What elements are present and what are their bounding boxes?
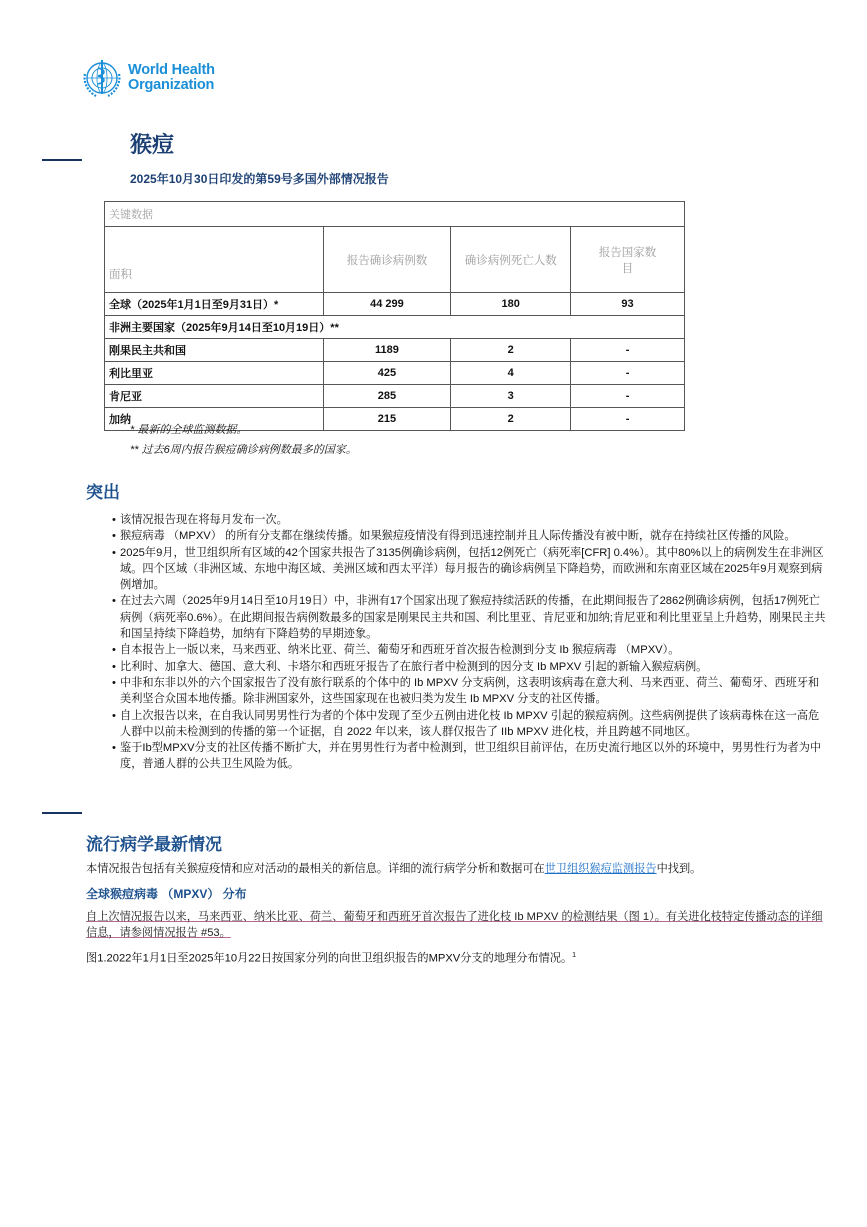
epi-intro: [86, 861, 831, 877]
list-item: [112, 545, 830, 594]
cell-cases: 44 299: [323, 293, 451, 316]
highlights-heading: 突出: [86, 483, 120, 502]
table-section-row: [105, 316, 685, 339]
section-label: 非洲主要国家（2025年9月14日至10月19日）**: [105, 316, 685, 339]
who-emblem-icon: [80, 56, 124, 100]
list-item: [112, 528, 830, 544]
footnote-marker[interactable]: 1: [572, 952, 577, 959]
table-row: [105, 362, 685, 385]
cell-deaths: 180: [451, 293, 571, 316]
list-item-text: 自本报告上一版以来，马来西亚、纳米比亚、荷兰、葡萄牙和西班牙首次报告检测到分支 Ib 猴痘病毒 （MPXV）。: [120, 644, 680, 657]
figure-caption-text: 图1.2022年1月1日至2025年10月22日按国家分列的向世卫组织报告的MPXV分支的地理分布情况。: [86, 952, 573, 965]
cell-deaths: 2: [451, 339, 571, 362]
cell-countries: 93: [571, 293, 685, 316]
list-item: [112, 675, 830, 708]
bullet-icon: •: [112, 676, 116, 689]
bullet-icon: •: [112, 709, 116, 722]
epi-heading: 流行病学最新情况: [86, 835, 222, 854]
report-subtitle: 2025年10月30日印发的第59号多国外部情况报告: [130, 172, 389, 186]
distribution-text: 自上次情况报告以来，马来西亚、纳米比亚、荷兰、葡萄牙和西班牙首次报告了进化枝 Ib MPXV 的检测结果（图 1）。有关进化枝特定传播动态的详细信息，请参阅情况报告 #53。: [86, 911, 823, 939]
bullet-icon: •: [112, 514, 116, 526]
table-footnote-2: ** 过去6周内报告猴痘确诊病例数最多的国家。: [130, 444, 357, 456]
cell-countries: -: [571, 339, 685, 362]
bullet-icon: •: [112, 644, 116, 657]
column-header-area: 面积: [105, 227, 324, 293]
column-header-deaths: 确诊病例死亡人数: [451, 227, 571, 293]
who-logo: [80, 56, 215, 100]
column-header-cases: 报告确诊病例数: [323, 227, 451, 293]
page-title: 猴痘: [130, 132, 175, 157]
cell-countries: -: [571, 362, 685, 385]
cell-deaths: 4: [451, 362, 571, 385]
intro-text: 本情况报告包括有关猴痘疫情和应对活动的最相关的新信息。详细的流行病学分析和数据可在: [86, 863, 545, 875]
list-item: [112, 642, 830, 658]
cell-cases: 285: [323, 385, 451, 408]
table-row: [105, 385, 685, 408]
list-item-text: 该情况报告现在将每月发布一次。: [120, 514, 288, 526]
cell-area: 肯尼亚: [105, 385, 324, 408]
figure-caption: [86, 948, 831, 967]
bullet-icon: •: [112, 742, 116, 755]
list-item: [112, 593, 830, 642]
list-item-text: 自上次报告以来，在自我认同男男性行为者的个体中发现了至少五例由进化枝 Ib MPXV 引起的猴痘病例。这些病例提供了该病毒株在这一高危人群中以前未检测到的传播的第一个证据，自 2022 年以来，该人群仅报告了 IIb MPXV 进化枝，并且跨越不同地区。: [120, 709, 820, 738]
column-header-countries: 报告国家数目: [571, 227, 685, 293]
org-name-line2: Organization: [128, 77, 215, 93]
bullet-icon: •: [112, 530, 116, 543]
section-rule: [42, 812, 82, 814]
cell-area: 全球（2025年1月1日至9月31日）*: [105, 293, 324, 316]
bullet-icon: •: [112, 595, 116, 608]
table-footnote-1: * 最新的全球监测数据。: [130, 424, 248, 436]
list-item-text: 比利时、加拿大、德国、意大利、卡塔尔和西班牙报告了在旅行者中检测到的因分支 Ib MPXV 引起的新输入猴痘病例。: [120, 660, 708, 673]
cell-deaths: 3: [451, 385, 571, 408]
org-name-line1: World Health: [128, 62, 215, 78]
table-row-global: [105, 293, 685, 316]
section-rule: [42, 159, 82, 161]
list-item: [112, 740, 830, 773]
surveillance-report-link[interactable]: 世卫组织猴痘监测报告: [544, 863, 657, 875]
cell-deaths: 2: [451, 408, 571, 431]
cell-cases: 425: [323, 362, 451, 385]
cell-area: 加纳: [105, 408, 324, 431]
list-item-text: 2025年9月，世卫组织所有区域的42个国家共报告了3135例确诊病例，包括12例死亡（病死率[CFR] 0.4%）。其中80%以上的病例发生在非洲区域。四个区域（非洲区域、东地中海区域、美洲区域和西太平洋）每月报告的确诊病例呈下降趋势，而欧洲和东南亚区域在2025年9月观察到病例增加。: [120, 546, 824, 592]
table-caption-row: [105, 202, 685, 227]
cell-area: 刚果民主共和国: [105, 339, 324, 362]
cell-countries: -: [571, 408, 685, 431]
cell-area: 利比里亚: [105, 362, 324, 385]
list-item: [112, 512, 830, 528]
cell-countries: -: [571, 385, 685, 408]
list-item-text: 猴痘病毒 （MPXV） 的所有分支都在继续传播。如果猴痘疫情没有得到迅速控制并且人际传播没有被中断，就存在持续社区传播的风险。: [120, 530, 796, 543]
list-item: [112, 708, 830, 741]
table-row: [105, 339, 685, 362]
bullet-icon: •: [112, 546, 116, 559]
list-item: [112, 659, 830, 675]
cell-cases: 1189: [323, 339, 451, 362]
key-data-table: [104, 201, 685, 431]
distribution-subheading: 全球猴痘病毒 （MPXV） 分布: [86, 887, 247, 901]
highlights-list: [104, 512, 830, 773]
table-header-row: [105, 227, 685, 293]
distribution-paragraph: [86, 909, 831, 941]
cell-cases: 215: [323, 408, 451, 431]
bullet-icon: •: [112, 660, 116, 673]
list-item-text: 在过去六周（2025年9月14日至10月19日）中，非洲有17个国家出现了猴痘持续活跃的传播，在此期间报告了2862例确诊病例，包括17例死亡病例（病死率0.6%）。在此期间报告病例数最多的国家是刚果民主共和国、利比里亚、肯尼亚和加纳;肯尼亚和利比里亚呈上升趋势，刚果民主共和国呈持续下降趋势，加纳有下降趋势的早期迹象。: [120, 595, 826, 641]
list-item-text: 中非和东非以外的六个国家报告了没有旅行联系的个体中的 Ib MPXV 分支病例，这表明该病毒在意大利、马来西亚、荷兰、葡萄牙、西班牙和美利坚合众国本地传播。除非洲国家外，这些国家现在也被归类为发生 Ib MPXV 分支的社区传播。: [120, 676, 820, 706]
table-caption: 关键数据: [105, 202, 685, 227]
organization-name: [128, 63, 215, 93]
intro-text-end: 中找到。: [656, 863, 702, 875]
list-item-text: 鉴于Ib型MPXV分支的社区传播不断扩大，并在男男性行为者中检测到，世卫组织目前评估，在历史流行地区以外的环境中，男男性行为者为中度，普通人群的公共卫生风险为低。: [120, 742, 822, 771]
